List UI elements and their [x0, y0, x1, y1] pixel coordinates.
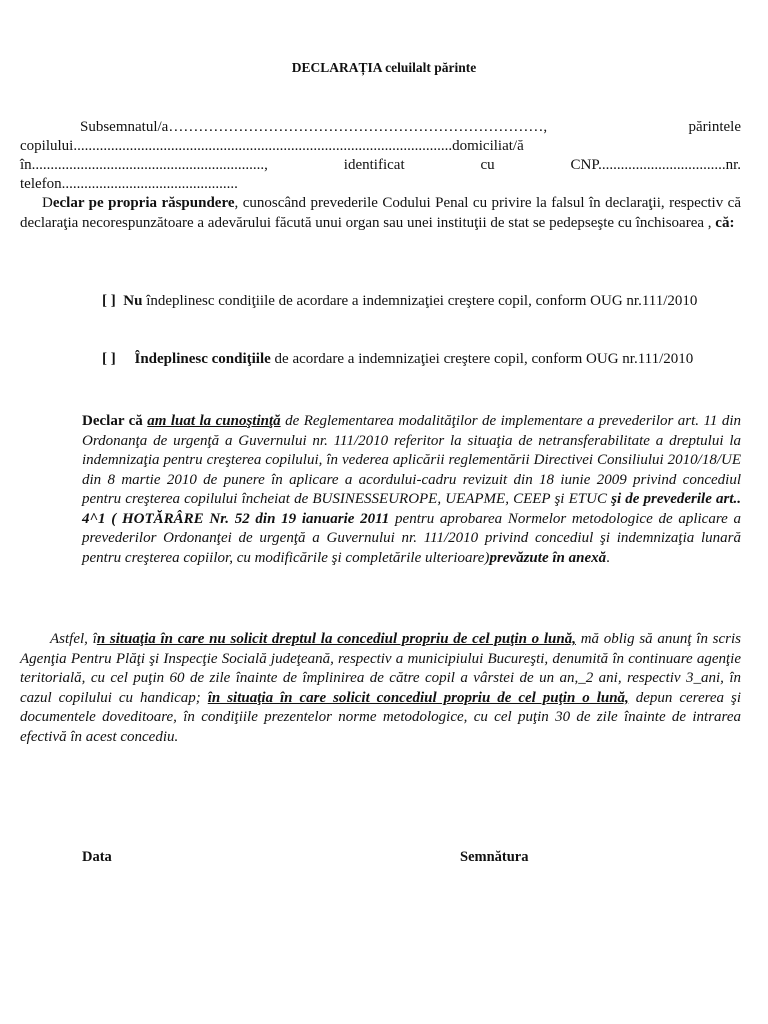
obligation-underline-2: în situaţia în care solicit concediul propriu de cel puţin o lună,: [207, 689, 629, 706]
declar-bold-phrase: eclar pe propria răspundere: [52, 195, 235, 211]
intro-child-text: copilului.....................................................................................................domiciliat/ă: [20, 138, 524, 154]
intro-line-name: [20, 118, 741, 138]
obligation-paragraph: [20, 630, 741, 747]
ack-body-1: de Reglementarea modalităţilor de implementare a prevederilor art. 11 din Ordonanţa de urgenţă a Guvernului nr. 111/2010 referitor la situaţia de netransferabilitate a dreptului la indemnizaţia pentru creşterea copilului, în vederea aplicării reglementării Directivei Consiliului 2010/18/UE din 8 martie 2010 de punere în aplicare a acordului-cadru revizuit din 18 iunie 2009 privind concediul pentru creşterea copilului încheiat de BUSINESSEUROPE, UEAPME, CEEP şi ETUC: [82, 413, 741, 507]
intro-line-child: [20, 137, 741, 157]
intro-cnp-text: în.............................................................., identificat cu CNP..................................nr.: [20, 157, 741, 173]
obligation-body-1: mă oblig să anunţ în scris Agenţia Pentru Plăţi şi Inspecţie Socială judeţeană, respectiv a municipiului Bucureşti, denumită în continuare agenţie teritorială, cu cel puţin 60 de zile înainte de împlinirea de către copil a vârstei de un an,_2 ani, respectiv 3_ani, în cazul copilului cu handicap;: [20, 631, 742, 706]
ack-end: .: [606, 549, 610, 566]
date-label: Data: [82, 849, 112, 865]
option-fulfilled: [102, 350, 741, 370]
declaration-paragraph: [20, 194, 741, 233]
obligation-lead: Astfel, î: [50, 631, 97, 647]
checkbox-option-2[interactable]: [ ]: [102, 351, 116, 367]
ack-body-2: pentru aprobarea Normelor metodologice de aplicare a prevederilor Ordonanţei de urgenţă a Guvernului nr. 111/2010 privind concediul şi indemnizaţia lunară pentru creşterea copiilor, cu modificările şi completările ulterioare): [82, 510, 741, 566]
document-title: DECLARAȚIA celuilalt părinte: [291, 60, 477, 75]
acknowledgement-paragraph: [82, 412, 741, 568]
ack-lead-emphasis: am luat la cunoştinţă: [147, 413, 281, 429]
option-not-fulfilled: [102, 292, 741, 312]
intro-line-phone: [20, 175, 741, 195]
signature-label: Semnătura: [460, 849, 529, 865]
intro-phone-text: telefon...............................................: [20, 176, 238, 192]
option-1-text: îndeplinesc condiţiile de acordare a indemnizaţiei creştere copil, conform OUG nr.111/2010: [142, 293, 698, 309]
ack-hotarare: şi de prevederile art.. 4^1 ( HOTĂRÂRE Nr. 52 din 19 ianuarie 2011: [82, 491, 742, 527]
obligation-underline-1: n situaţia în care nu solicit dreptul la concediul propriu de cel puţin o lună,: [96, 631, 576, 647]
intro-name-text: Subsemnatul/a…………………………………………………………………, părintele: [80, 119, 741, 135]
ack-lead: Declar că: [82, 413, 148, 429]
checkbox-option-1[interactable]: [ ]: [102, 293, 116, 309]
option-2-text: de acordare a indemnizaţiei creştere copil, conform OUG nr.111/2010: [270, 351, 694, 367]
option-2-bold: Îndeplinesc condiţiile: [134, 351, 271, 367]
intro-line-cnp: [20, 156, 741, 176]
obligation-body-2: depun cererea şi documentele doveditoare, în condiţiile prezentelor norme metodologice, cu cel puţin 30 de zile înainte de intrarea efectivă în acest concediu.: [20, 689, 742, 745]
ack-annex: prevăzute în anexă: [489, 549, 607, 566]
declar-body: , cunoscând prevederile Codului Penal cu privire la falsul în declaraţii, respectiv că declaraţia necorespunzătoare a adevărului făcută unui organ sau unei instituţii de stat se pedepseşte cu închisoarea ,: [20, 195, 741, 231]
declar-initial: D: [42, 195, 53, 211]
declar-ca: că:: [715, 214, 735, 231]
option-1-nu: Nu: [123, 293, 143, 309]
